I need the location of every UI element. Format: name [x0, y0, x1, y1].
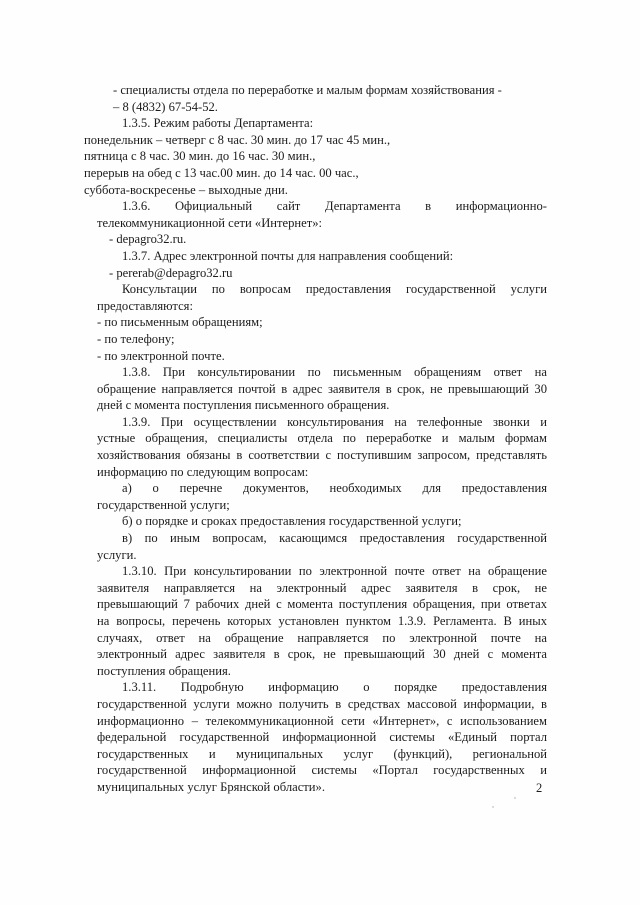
text-line: 1.3.7. Адрес электронной почты для направления сообщений:	[122, 248, 454, 263]
text-line: телекоммуникационной сети «Интернет»:	[97, 215, 323, 230]
text-line: обращение направляется почтой в адрес заявителя в срок, не превышающий 30	[97, 381, 547, 396]
text-line: 1.3.6. Официальный сайт Департамента в информационно-	[122, 199, 547, 214]
list-item: в) по иным вопросам, касающимся предоставления государственной	[122, 531, 547, 546]
text-line: превышающий 7 рабочих дней с момента поступления обращения, при ответах	[97, 597, 547, 612]
document-body	[84, 82, 547, 796]
text-line: дней с момента поступления письменного обращения.	[97, 398, 390, 413]
text-line: информационно – телекоммуникационной сети «Интернет», с использованием	[97, 713, 547, 728]
list-item: а) о перечне документов, необходимых для предоставления	[122, 481, 547, 496]
text-line: электронный адрес заявителя в срок, не превышающий 30 дней с момента	[97, 647, 547, 662]
list-item: - по письменным обращениям;	[97, 315, 263, 330]
text-line: информацию по следующим вопросам:	[97, 464, 309, 479]
page-number: 2	[536, 781, 543, 795]
text-line: - специалисты отдела по переработке и малым формам хозяйствования -	[113, 83, 502, 97]
text-line: федеральной государственной информационной системы «Единый портал	[97, 730, 547, 745]
text-line: устные обращения, специалисты отдела по переработке и малым формам	[97, 431, 547, 446]
text-line: перерыв на обед с 13 час.00 мин. до 14 час. 00 час.,	[84, 165, 359, 180]
text-line: 1.3.11. Подробную информацию о порядке предоставления	[122, 680, 547, 695]
list-item: б) о порядке и сроках предоставления государственной услуги;	[122, 514, 462, 529]
scan-speck	[492, 806, 494, 808]
text-line: государственных и муниципальных услуг (функций), региональной	[97, 746, 547, 761]
text-line: 1.3.9. При осуществлении консультирования на телефонные звонки и	[122, 414, 547, 429]
text-line: понедельник – четверг с 8 час. 30 мин. до 17 час 45 мин.,	[84, 132, 391, 147]
text-line: - depagro32.ru.	[109, 232, 187, 247]
text-line: 1.3.5. Режим работы Департамента:	[122, 116, 314, 131]
text-line: суббота-воскресенье – выходные дни.	[84, 182, 288, 197]
scan-speck	[514, 797, 516, 799]
text-line: - pererab@depagro32.ru	[109, 265, 233, 280]
text-line: Консультации по вопросам предоставления государственной услуги	[122, 282, 547, 297]
list-item: - по электронной почте.	[97, 348, 225, 363]
text-line: предоставляются:	[97, 298, 193, 313]
text-line: на вопросы, перечень которых установлен пунктом 1.3.9. Регламента. В иных	[97, 614, 547, 628]
text-line: – 8 (4832) 67-54-52.	[113, 99, 218, 114]
text-line: муниципальных услуг Брянской области».	[97, 779, 325, 794]
text-line: поступления обращения.	[97, 663, 231, 678]
text-line: государственной услуги;	[97, 497, 230, 512]
text-line: государственной информационной системы «Портал государственных и	[97, 763, 547, 778]
text-line: 1.3.8. При консультировании по письменным обращениям ответ на	[122, 365, 547, 380]
text-line: 1.3.10. При консультировании по электронной почте ответ на обращение	[122, 564, 547, 579]
text-line: случаях, ответ на обращение направляется по электронной почте на	[97, 630, 547, 645]
text-line: услуги.	[97, 547, 137, 562]
text-line: пятница с 8 час. 30 мин. до 16 час. 30 мин.,	[84, 149, 316, 164]
text-line: заявителя направляется на электронный адрес заявителя в срок, не	[97, 580, 547, 595]
text-line: государственной услуги можно получить в средствах массовой информации, в	[97, 696, 547, 711]
text-line: хозяйствования обязаны в соответствии с поступившим запросом, представлять	[97, 448, 547, 463]
list-item: - по телефону;	[97, 331, 175, 346]
